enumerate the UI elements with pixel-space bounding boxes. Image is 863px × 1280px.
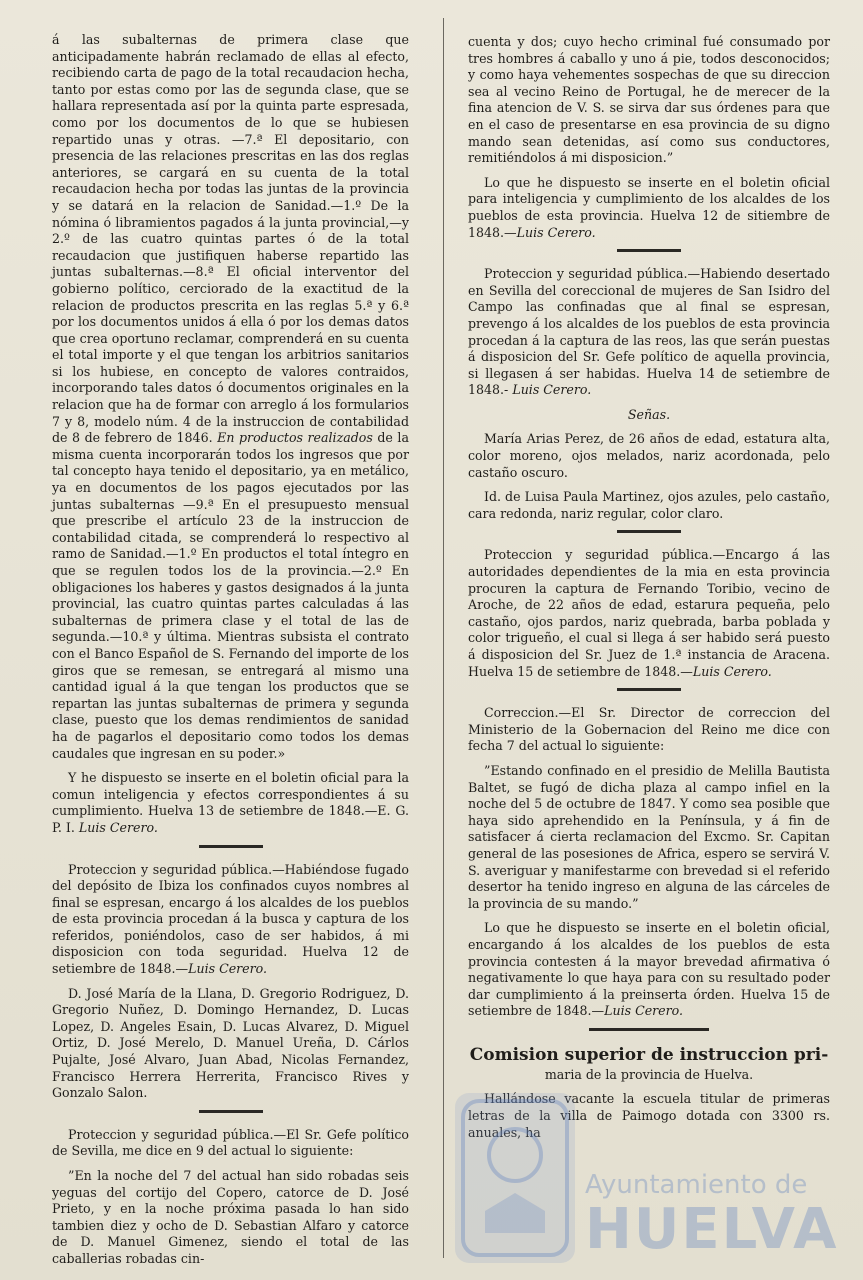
signature: Luis Cerero. (512, 382, 592, 398)
paragraph: Id. de Luisa Paula Martinez, ojos azules, pelo castaño, cara redonda, nariz regular, color claro. (468, 489, 830, 521)
separator-rule (617, 249, 681, 252)
paragraph: Proteccion y seguridad pública.—El Sr. Gefe político de Sevilla, me dice en 9 del actual lo siguiente: (52, 1126, 409, 1159)
separator-rule (589, 1028, 709, 1031)
paragraph: Hallándose vacante la escuela titular de primeras letras de la villa de Paimogo dotada con 3300 rs. anuales, ha (468, 1091, 830, 1140)
right-column (468, 34, 830, 1149)
signature: Luis Cerero. (516, 224, 596, 240)
section-subheading: maria de la provincia de Huelva. (544, 1066, 754, 1082)
paragraph: cuenta y dos; cuyo hecho criminal fué consumado por tres hombres á caballo y uno á pie, todos desconocidos; y como haya vehementes sospechas de que su direccion sea al vecino Reino de Portugal, he de merecer de la fina atencion de V. S. se sirva dar sus órdenes para que en el caso de presentarse en esa provincia de su digno mando sean detenidas, así como sus conductores, remitiéndolos á mi disposicion.” (468, 34, 830, 166)
paragraph: Correccion.—El Sr. Director de correccion del Ministerio de la Gobernacion del Reino me dice con fecha 7 del actual lo siguiente: (468, 705, 830, 754)
paragraph: Proteccion y seguridad pública.—Habiéndose fugado del depósito de Ibiza los confinados cuyos nombres al final se espresan, encargo á los alcaldes de los pueblos de esta provincia procedan á la busca y captura de los referidos, poniéndolos, caso de ser habidos, á mi disposicion con toda seguridad. Huelva 12 de setiembre de 1848.—Luis Cerero. (52, 861, 409, 977)
signature: Luis Cerero. (78, 819, 158, 835)
separator-rule (617, 530, 681, 533)
signature: Luis Cerero. (188, 961, 268, 977)
signature: Luis Cerero. (692, 663, 772, 679)
signature: Luis Cerero. (604, 1003, 684, 1019)
watermark-line: Ayuntamiento de (585, 1170, 808, 1200)
paragraph: ”Estando confinado en el presidio de Melilla Bautista Baltet, se fugó de dicha plaza al campo infiel en la noche del 5 de octubre de 1847. Y como sea posible que haya sido aprehendido en la Península, y á fin de satisfacer á cierta reclamacion del Excmo. Sr. Capitan general de las posesiones de Africa, espero se servirá V. S. averiguar y manifestarme con brevedad si el referido desertor ha tenido ingreso en alguna de las cárceles de la provincia de su mando.” (468, 762, 830, 911)
paragraph: Lo que he dispuesto se inserte en el boletin oficial para inteligencia y cumplimiento de los alcaldes de los pueblos de esta provincia. Huelva 12 de sitiembre de 1848.—Luis Cerero. (468, 174, 830, 240)
separator-rule (199, 845, 263, 848)
paragraph: ”En la noche del 7 del actual han sido robadas seis yeguas del cortijo del Copero, catorce de D. José Prieto, y en la noche próxima pasada lo han sido tambien diez y ocho de D. Sebastian Alfaro y catorce de D. Manuel Gimenez, siendo el total de las caballerias robadas cin- (52, 1168, 409, 1266)
paragraph: Proteccion y seguridad pública.—Habiendo desertado en Sevilla del coreccional de mujeres de San Isidro del Campo las confinadas que al final se espresan, prevengo á los alcaldes de los pueblos de esta provincia procedan á la captura de las reos, las que serán puestas á disposicion del Sr. Gefe político de aquella provincia, si llegasen á ser habidas. Huelva 14 de setiembre de 1848.- Luis Cerero. (468, 266, 830, 398)
paragraph: Y he dispuesto se inserte en el boletin oficial para la comun inteligencia y efectos correspondientes á su cumplimiento. Huelva 13 de setiembre de 1848.—E. G. P. I. Luis Cerero. (52, 770, 409, 835)
paragraph: Proteccion y seguridad pública.—Encargo á las autoridades dependientes de la mia en esta provincia procuren la captura de Fernando Toribio, vecino de Aroche, de 22 años de edad, estarura pequeña, pelo castaño, ojos pardos, nariz quebrada, barba poblada y color trigueño, el cual si llega á ser habido será puesto á disposicion del Sr. Juez de 1.ª instancia de Aracena. Huelva 15 de setiembre de 1848.—Luis Cerero. (468, 547, 830, 679)
paragraph: á las subalternas de primera clase que anticipadamente habrán reclamado de ellas al efecto, recibiendo carta de pago de la total recaudacion hecha, tanto por estas como por las de segunda clase, que se hallara representada así por la quinta parte espresada, como por los documentos de lo que se hubiesen repartido unas y otras. —7.ª El depositario, con presencia de las relaciones prescritas en las dos reglas anteriores, se cargará en su cuenta de la total recaudacion hecha por todas las juntas de la provincia y se datará en la relacion de Sanidad.—1.º De la nómina ó libramientos pagados á la junta provincial,—y 2.º de las cuatro quintas partes ó de la total recaudacion que justifiquen haberse repartido las juntas subalternas.—8.ª El oficial interventor del gobierno político, cerciorado de la exactitud de la relacion de productos prescrita en las reglas 5.ª y 6.ª por los documentos unidos á ella ó por los demas datos que crea oportuno reclamar, comprenderá en su cuenta el total importe y el que tengan los arbitrios sanitarios si los hubiese, en concepto de valores contraidos, incorporando tales datos ó documentos originales en la relacion que ha de formar con arreglo á los formularios 7 y 8, modelo núm. 4 de la instruccion de contabilidad de 8 de febrero de 1846. En productos realizados de la misma cuenta incorporarán todos los ingresos que por tal concepto haya tenido el depositario, ya en metálico, ya en documentos de los pagos ejecutados por las juntas subalternas —9.ª En el presupuesto mensual que prescribe el artículo 23 de la instruccion de contabilidad citada, se comprenderá lo respectivo al ramo de Sanidad.—1.º En productos el total íntegro en que se regulen todos los de la provincia.—2.º En obligaciones los haberes y gastos designados á la junta provincial, las cuatro quintas partes calculadas á las subalternas de primera clase y el total de las de segunda.—10.ª y última. Mientras subsista el contrato con el Banco Español de S. Fernando del importe de los giros que se remesan, se entregará al mismo una cantidad igual á la que tengan los productos que se repartan las juntas subalternas de primera y segunda clase, puesto que los demas rendimientos de sanidad ha de pagarlos el depositario como todos los demas caudales que ingresan en su poder.» (52, 32, 409, 761)
separator-rule (617, 688, 681, 691)
column-divider (443, 18, 444, 1258)
section-label: Señas. (627, 406, 671, 422)
left-column (52, 32, 409, 1276)
watermark-title: HUELVA (585, 1197, 839, 1262)
section-heading: Comision superior de instruccion pri- (469, 1044, 829, 1065)
paragraph: Lo que he dispuesto se inserte en el boletin oficial, encargando á los alcaldes de los pueblos de esta provincia contesten á la mayor brevedad afirmativa ó negativamente lo que haya para con su resultado poder dar cumplimiento á la preinserta órden. Huelva 15 de setiembre de 1848.—Luis Cerero. (468, 920, 830, 1019)
italic-phrase: En productos realizados (217, 430, 373, 446)
paragraph: María Arias Perez, de 26 años de edad, estatura alta, color moreno, ojos melados, nariz acordonada, pelo castaño oscuro. (468, 431, 830, 480)
separator-rule (199, 1110, 263, 1113)
paragraph: D. José María de la Llana, D. Gregorio Rodriguez, D. Gregorio Nuñez, D. Domingo Hernandez, D. Lucas Lopez, D. Angeles Esain, D. Lucas Alvarez, D. Miguel Ortiz, D. José Merelo, D. Manuel Ureña, D. Cárlos Pujalte, José Alvaro, Juan Abad, Nicolas Fernandez, Francisco Herrera Herrerita, Francisco Rives y Gonzalo Salon. (52, 985, 409, 1101)
